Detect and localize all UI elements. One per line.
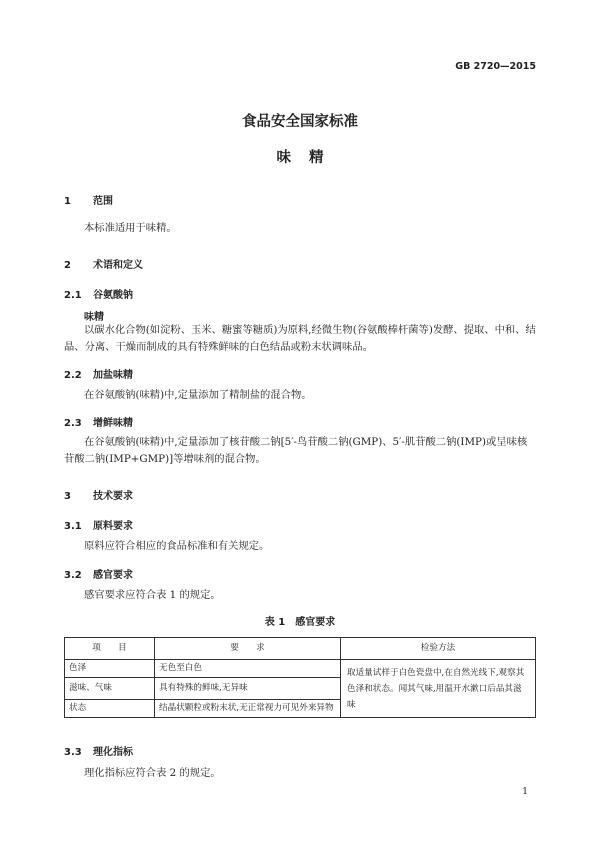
table-1-caption: 表 1 感官要求	[264, 617, 336, 628]
table-header-row	[65, 638, 536, 660]
row-item: 状态	[65, 700, 155, 718]
table-row	[65, 660, 536, 678]
section-2-1-heading	[64, 286, 133, 301]
section-2-3-heading	[64, 414, 133, 429]
section-title: 加盐味精	[93, 370, 133, 381]
section-title: 原料要求	[93, 521, 133, 532]
section-2-3-text: 在谷氨酸钠(味精)中,定量添加了核苷酸二钠[5′-鸟苷酸二钠(GMP)、5′-肌苷酸二钠(IMP)或呈味核苷酸二钠(IMP+GMP)]等增味剂的混合物。	[64, 436, 528, 465]
section-2-2-heading	[64, 366, 133, 381]
section-number: 2	[64, 260, 71, 271]
section-3-1-text: 原料应符合相应的食品标准和有关规定。	[84, 540, 270, 552]
section-title: 范围	[93, 196, 113, 207]
section-number: 2.3	[64, 418, 82, 429]
test-method-cell: 取适量试样于白色瓷盘中,在自然光线下,观察其色泽和状态。闻其气味,用温开水漱口后品其滋味	[341, 660, 536, 718]
section-number: 2.1	[64, 290, 82, 301]
header-test-method: 检验方法	[341, 638, 536, 660]
standard-code: GB 2720—2015	[455, 61, 536, 72]
section-title: 谷氨酸钠	[93, 290, 133, 301]
section-2-2-text: 在谷氨酸钠(味精)中,定量添加了精制盐的混合物。	[84, 389, 312, 401]
section-number: 3.3	[64, 747, 82, 758]
section-title: 增鲜味精	[93, 418, 133, 429]
document-subtitle: 味精	[276, 150, 342, 166]
section-2-1-text: 以碳水化合物(如淀粉、玉米、糖蜜等糖质)为原料,经微生物(谷氨酸棒杆菌等)发酵、提取、中和、结晶、分离、干燥而制成的具有特殊鲜味的白色结晶或粉末状调味品。	[64, 324, 536, 353]
section-title: 技术要求	[93, 491, 133, 502]
section-1-text: 本标准适用于味精。	[84, 222, 177, 234]
row-requirement: 无色至白色	[155, 660, 341, 678]
section-2-heading	[64, 256, 143, 271]
section-3-3-text: 理化指标应符合表 2 的规定。	[84, 767, 221, 779]
section-number: 2.2	[64, 370, 82, 381]
section-3-heading	[64, 487, 133, 502]
section-3-2-heading	[64, 566, 133, 581]
sensory-requirements-table	[64, 637, 536, 718]
row-item: 色泽	[65, 660, 155, 678]
section-number: 1	[64, 196, 71, 207]
section-3-1-heading	[64, 517, 133, 532]
page-number: 1	[522, 787, 528, 797]
row-item: 滋味、气味	[65, 678, 155, 700]
row-requirement: 具有特殊的鲜味,无异味	[155, 678, 341, 700]
header-requirement: 要 求	[155, 638, 341, 660]
row-requirement: 结晶状颗粒或粉末状,无正常视力可见外来异物	[155, 700, 341, 718]
header-item: 项 目	[65, 638, 155, 660]
section-number: 3	[64, 491, 71, 502]
document-title: 食品安全国家标准	[242, 114, 358, 130]
section-3-3-heading	[64, 743, 133, 758]
section-3-2-text: 感官要求应符合表 1 的规定。	[84, 589, 221, 601]
section-title: 理化指标	[93, 747, 133, 758]
section-title: 感官要求	[93, 570, 133, 581]
section-title: 术语和定义	[93, 260, 143, 271]
section-1-heading	[64, 192, 113, 207]
term-name: 味精	[84, 312, 104, 323]
section-number: 3.2	[64, 570, 82, 581]
section-number: 3.1	[64, 521, 82, 532]
